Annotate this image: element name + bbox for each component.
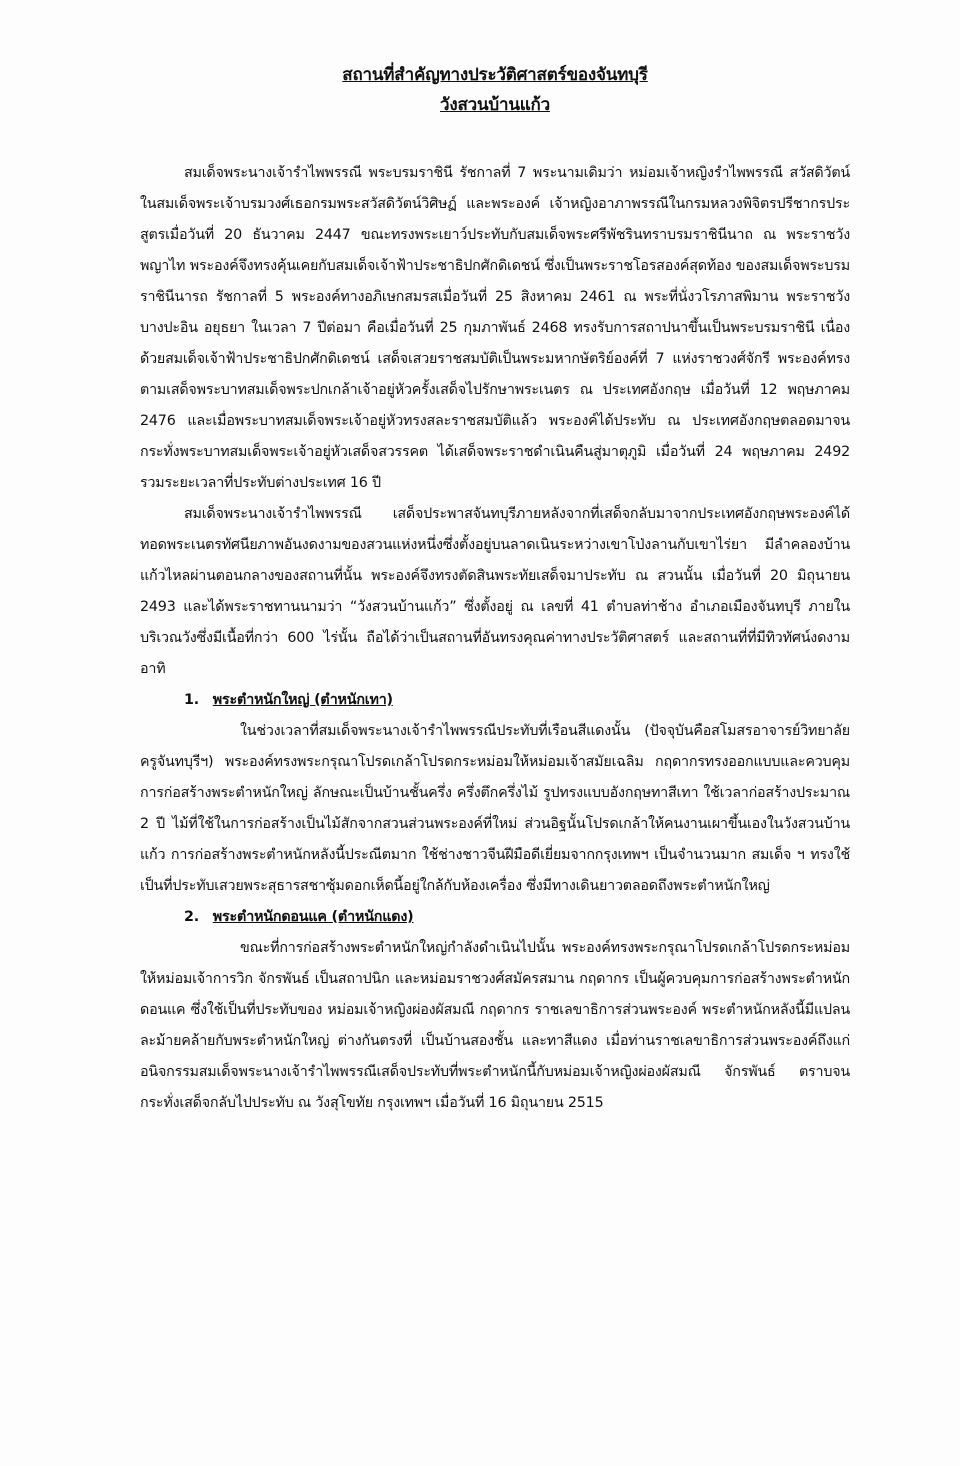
section-1-heading xyxy=(140,685,850,716)
second-paragraph: สมเด็จพระนางเจ้ารำไพพรรณี เสด็จประพาสจันทบุรีภายหลังจากที่เสด็จกลับมาจากประเทศอังกฤษพระองค์ได้ทอดพระเนตรทัศนียภาพอันงดงามของสวนแห่งหนึ่งซึ่งตั้งอยู่บนลาดเนินระหว่างเขาโป่งลานกับเขาไร่ยา มีลำคลองบ้านแก้วไหลผ่านตอนกลางของสถานที่นั้น พระองค์จึงทรงตัดสินพระทัยเสด็จมาประทับ ณ สวนนั้น เมื่อวันที่ 20 มิถุนายน 2493 และได้พระราชทานนามว่า “วังสวนบ้านแก้ว” ซึ่งตั้งอยู่ ณ เลขที่ 41 ตำบลท่าช้าง อำเภอเมืองจันทบุรี ภายในบริเวณวังซึ่งมีเนื้อที่กว่า 600 ไร่นั้น ถือได้ว่าเป็นสถานที่อันทรงคุณค่าทางประวัติศาสตร์ และสถานที่ที่มีทิวทัศน์งดงาม อาทิ xyxy=(140,506,850,677)
document-title: สถานที่สำคัญทางประวัติศาสตร์ของจันทบุรี xyxy=(342,65,648,85)
section-2-number: 2. xyxy=(184,909,199,925)
section-2-body: ขณะที่การก่อสร้างพระตำหนักใหญ่กำลังดำเนินไปนั้น พระองค์ทรงพระกรุณาโปรดเกล้าโปรดกระหม่อมให้หม่อมเจ้าการวิก จักรพันธ์ เป็นสถาปนิก และหม่อมราชวงศ์สมัครสมาน กฤดากร เป็นผู้ควบคุมการก่อสร้างพระตำหนักดอนแค ซึ่งใช้เป็นที่ประทับของ หม่อมเจ้าหญิงผ่องผัสมณี กฤดากร ราชเลขาธิการส่วนพระองค์ พระตำหนักหลังนี้มีแปลนละม้ายคล้ายกับพระตำหนักใหญ่ ต่างกันตรงที่ เป็นบ้านสองชั้น และทาสีแดง เมื่อท่านราชเลขาธิการส่วนพระองค์ถึงแก่อนิจกรรมสมเด็จพระนางเจ้ารำไพพรรณีเสด็จประทับที่พระตำหนักนี้กับหม่อมเจ้าหญิงผ่องผัสมณี จักรพันธ์ ตราบจนกระทั่งเสด็จกลับไปประทับ ณ วังสุโขทัย กรุงเทพฯ เมื่อวันที่ 16 มิถุนายน 2515 xyxy=(140,940,850,1111)
section-1-number: 1. xyxy=(184,692,199,708)
section-1-body: ในช่วงเวลาที่สมเด็จพระนางเจ้ารำไพพรรณีประทับที่เรือนสีแดงนั้น (ปัจจุบันคือสโมสรอาจารย์วิทยาลัยครูจันทบุรีฯ) พระองค์ทรงพระกรุณาโปรดเกล้าโปรดกระหม่อมให้หม่อมเจ้าสมัยเฉลิม กฤดากรทรงออกแบบและควบคุมการก่อสร้างพระตำหนักใหญ่ ลักษณะเป็นบ้านชั้นครึ่ง ครึ่งตึกครึ่งไม้ รูปทรงแบบอังกฤษทาสีเทา ใช้เวลาก่อสร้างประมาณ 2 ปี ไม้ที่ใช้ในการก่อสร้างเป็นไม้สักจากสวนส่วนพระองค์ที่ใหม่ ส่วนอิฐนั้นโปรดเกล้าให้คนงานเผาขึ้นเองในวังสวนบ้านแก้ว การก่อสร้างพระตำหนักหลังนี้ประณีตมาก ใช้ช่างชาวจีนฝีมือดีเยี่ยมจากกรุงเทพฯ เป็นจำนวนมาก สมเด็จ ฯ ทรงใช้เป็นที่ประทับเสวยพระสุธารสชาซุ้มดอกเห็ดนี้อยู่ใกล้กับห้องเครื่อง ซึ่งมีทางเดินยาวตลอดถึงพระตำหนักใหญ่ xyxy=(140,723,850,894)
section-1-title: พระตำหนักใหญ่ (ตำหนักเทา) xyxy=(212,692,393,708)
document-subtitle: วังสวนบ้านแก้ว xyxy=(440,95,550,115)
section-2-title: พระตำหนักดอนแค (ตำหนักแดง) xyxy=(212,909,414,925)
document-content xyxy=(140,60,850,1119)
section-2-heading xyxy=(140,902,850,933)
intro-paragraph: สมเด็จพระนางเจ้ารำไพพรรณี พระบรมราชินี รัชกาลที่ 7 พระนามเดิมว่า หม่อมเจ้าหญิงรำไพพรรณี สวัสดิวัตน์ ในสมเด็จพระเจ้าบรมวงศ์เธอกรมพระสวัสดิวัตน์วิศิษฏ์ และพระองค์ เจ้าหญิงอาภาพรรณีในกรมหลวงพิจิตรปรีชากรประสูตรเมื่อวันที่ 20 ธันวาคม 2447 ขณะทรงพระเยาว์ประทับกับสมเด็จพระศรีพัชรินทราบรมราชินีนาถ ณ พระราชวังพญาไท พระองค์จึงทรงคุ้นเคยกับสมเด็จเจ้าฟ้าประชาธิปกศักดิเดชน์ ซึ่งเป็นพระราชโอรสองค์สุดท้อง ของสมเด็จพระบรมราชินีนารถ รัชกาลที่ 5 พระองค์ทางอภิเษกสมรสเมื่อวันที่ 25 สิงหาคม 2461 ณ พระที่นั่งวโรภาสพิมาน พระราชวังบางปะอิน อยุธยา ในเวลา 7 ปีต่อมา คือเมื่อวันที่ 25 กุมภาพันธ์ 2468 ทรงรับการสถาปนาขึ้นเป็นพระบรมราชินี เนื่องด้วยสมเด็จเจ้าฟ้าประชาธิปกศักดิเดชน์ เสด็จเสวยราชสมบัติเป็นพระมหากษัตริย์องค์ที่ 7 แห่งราชวงศ์จักรี พระองค์ทรงตามเสด็จพระบาทสมเด็จพระปกเกล้าเจ้าอยู่หัวครั้งเสด็จไปรักษาพระเนตร ณ ประเทศอังกฤษ เมื่อวันที่ 12 พฤษภาคม 2476 และเมื่อพระบาทสมเด็จพระเจ้าอยู่หัวทรงสละราชสมบัติแล้ว พระองค์ได้ประทับ ณ ประเทศอังกฤษตลอดมาจนกระทั่งพระบาทสมเด็จพระเจ้าอยู่หัวเสด็จสวรรคต ได้เสด็จพระราชดำเนินคืนสู่มาตุภูมิ เมื่อวันที่ 24 พฤษภาคม 2492 รวมระยะเวลาที่ประทับต่างประเทศ 16 ปี xyxy=(140,165,850,491)
